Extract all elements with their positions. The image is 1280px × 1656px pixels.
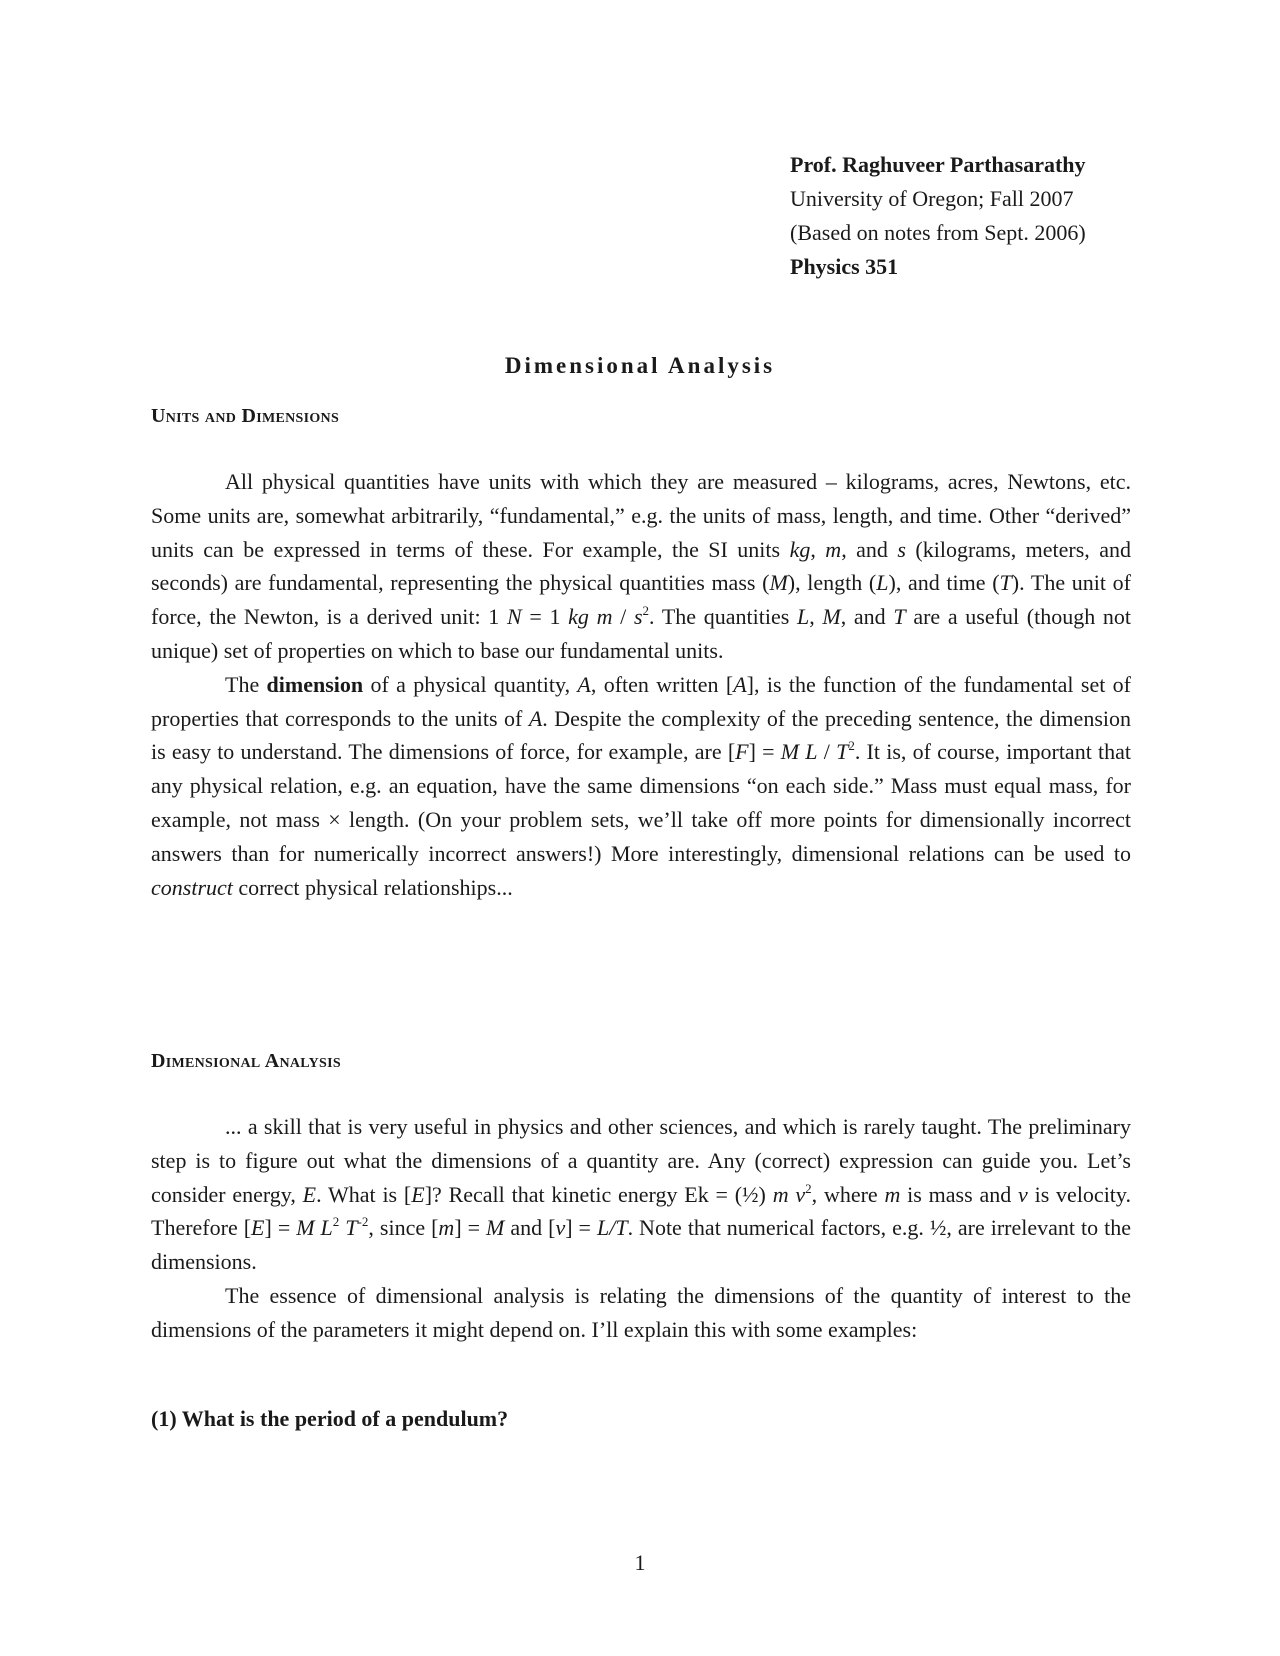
section-heading-dimensional-analysis: Dimensional Analysis: [151, 1050, 341, 1072]
paragraph-analysis-2: The essence of dimensional analysis is relating the dimensions of the quantity of interest to the dimensions of the parameters it might depend on. I’ll explain this with some examples:: [151, 1282, 1131, 1342]
author-name: Prof. Raghuveer Parthasarathy: [790, 152, 1086, 177]
paragraph-analysis-1: ... a skill that is very useful in physics and other sciences, and which is rarely taught. The preliminary step is to figure out what the dimensions of a quantity are. Any (correct) expression can guide you. Let’s consider energy, E. What is [E]? Recall that kinetic energy Ek = (½) m $v^2$, where m is mass and v is velocity. Therefore [E] = M $L^2$ $T^{-2}$, since [m] = M and [v] = L/T. Note that numerical factors, e.g. ½, are irrelevant to the dimensions.: [151, 1114, 1132, 1275]
section-analysis-body: [151, 1110, 1131, 1347]
question-pendulum: (1) What is the period of a pendulum?: [151, 1406, 509, 1431]
section-units-body: [151, 465, 1131, 904]
notes-origin: (Based on notes from Sept. 2006): [790, 220, 1086, 245]
document-title: Dimensional Analysis: [504, 353, 776, 378]
author-header: [790, 148, 1230, 284]
course-name: Physics 351: [790, 254, 899, 279]
section-heading-units: Units and Dimensions: [151, 405, 340, 427]
page-number: 1: [634, 1550, 646, 1575]
paragraph-units-2: The dimension of a physical quantity, A, often written [A], is the function of the fundamental set of properties that corresponds to the units of A. Despite the complexity of the preceding sentence, the dimension is easy to understand. The dimensions of force, for example, are [F] = M L / $T^2$. It is, of course, important that any physical relation, e.g. an equation, have the same dimensions “on each side.” Mass must equal mass, for example, not mass × length. (On your problem sets, we’ll take off more points for dimensionally incorrect answers than for numerically incorrect answers!) More interestingly, dimensional relations can be used to construct correct physical relationships...: [151, 671, 1132, 900]
affiliation: University of Oregon; Fall 2007: [790, 186, 1074, 211]
paragraph-units-1: All physical quantities have units with which they are measured – kilograms, acres, Newtons, etc. Some units are, somewhat arbitrarily, “fundamental,” e.g. the units of mass, length, and time. Other “derived” units can be expressed in terms of these. For example, the SI units kg, m, and s (kilograms, meters, and seconds) are fundamental, representing the physical quantities mass (M), length (L), and time (T). The unit of force, the Newton, is a derived unit: 1 N = 1 kg m / $s^2$. The quantities L, M, and T are a useful (though not unique) set of properties on which to base our fundamental units.: [151, 469, 1132, 663]
